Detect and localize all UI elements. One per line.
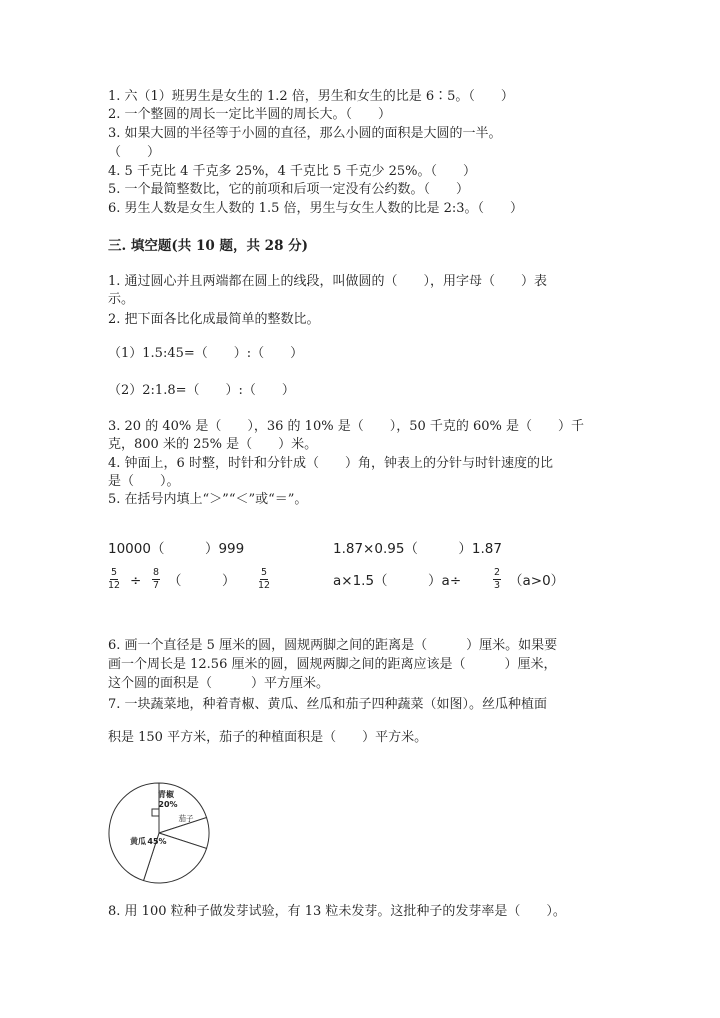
fill-q3-line2: 克，800 米的 25% 是（ ）米。 xyxy=(108,437,318,452)
frac-denominator: 12 xyxy=(108,580,121,591)
frac-denominator: 12 xyxy=(258,580,271,591)
fill-q7-line2: 积是 150 平方米，茄子的种植面积是（ ）平方米。 xyxy=(108,730,428,745)
judge-item-3-blank: （ ） xyxy=(108,145,161,160)
fill-q2: 2. 把下面各比化成最简单的整数比。 xyxy=(108,312,320,327)
fill-q5: 5. 在括号内填上“＞”“＜”或“＝”。 xyxy=(108,492,308,507)
compare-c-frac3 xyxy=(258,568,270,591)
fill-q2-a: （1）1.5:45=（ ）:（ ） xyxy=(108,346,304,361)
judge-item-4: 4. 5 千克比 4 千克多 25%，4 千克比 5 千克少 25%。（ ） xyxy=(108,164,476,179)
frac-numerator: 2 xyxy=(494,567,501,578)
slice-value-qingjiao: 20% xyxy=(158,800,178,809)
compare-b: 1.87×0.95（ ）1.87 xyxy=(333,541,502,557)
slice-value-huanggua: 45% xyxy=(147,837,167,846)
fill-q2-b: （2）2:1.8=（ ）:（ ） xyxy=(108,383,295,398)
fill-q3-line1: 3. 20 的 40% 是（ ），36 的 10% 是（ ），50 千克的 60% 是（ ）千 xyxy=(108,419,585,434)
fill-q4-line2: 是（ ）。 xyxy=(108,474,180,489)
divide-sign: ÷ xyxy=(130,573,142,589)
frac-denominator: 7 xyxy=(153,580,160,591)
compare-d-condition: （a>0） xyxy=(509,573,565,589)
fill-q8: 8. 用 100 粒种子做发芽试验，有 13 粒未发芽。这批种子的发芽率是（ ）。 xyxy=(108,904,566,919)
slice-label-huanggua: 黄瓜 xyxy=(130,837,146,846)
slice-label-qiezi: 茄子 xyxy=(178,814,194,823)
judge-item-1: 1. 六（1）班男生是女生的 1.2 倍，男生和女生的比是 6∶5。（ ） xyxy=(108,89,514,104)
frac-numerator: 8 xyxy=(153,567,160,578)
judge-item-5: 5. 一个最简整数比，它的前项和后项一定没有公约数。（ ） xyxy=(108,182,470,197)
frac-numerator: 5 xyxy=(111,567,118,578)
judge-item-6: 6. 男生人数是女生人数的 1.5 倍，男生与女生人数的比是 2:3。（ ） xyxy=(108,201,524,216)
frac-denominator: 3 xyxy=(494,580,501,591)
compare-c-blank: （ ） xyxy=(168,573,236,589)
pie-chart xyxy=(106,780,212,886)
compare-d: a×1.5（ ）a÷ xyxy=(333,573,462,589)
judge-item-2: 2. 一个整圆的周长一定比半圆的周长大。（ ） xyxy=(108,107,392,122)
compare-d-frac xyxy=(493,568,501,591)
fill-q6-line2: 画一个周长是 12.56 厘米的圆，圆规两脚之间的距离应该是（ ）厘米， xyxy=(108,657,557,672)
compare-c-frac1 xyxy=(108,568,120,591)
fill-q6-line1: 6. 画一个直径是 5 厘米的圆，圆规两脚之间的距离是（ ）厘米。如果要 xyxy=(108,638,558,653)
frac-numerator: 5 xyxy=(261,567,268,578)
fill-q4-line1: 4. 钟面上，6 时整，时针和分针成（ ）角，钟表上的分针与时针速度的比 xyxy=(108,456,553,471)
compare-a: 10000（ ）999 xyxy=(108,541,245,557)
section-title: 三. 填空题(共 10 题，共 28 分) xyxy=(108,238,309,254)
fill-q1-line1: 1. 通过圆心并且两端都在圆上的线段，叫做圆的（ ），用字母（ ）表 xyxy=(108,274,548,289)
slice-label-qingjiao: 青椒 xyxy=(158,790,174,799)
fill-q6-line3: 这个圆的面积是（ ）平方厘米。 xyxy=(108,676,330,691)
judge-item-3: 3. 如果大圆的半径等于小圆的直径，那么小圆的面积是大圆的一半。 xyxy=(108,126,502,141)
compare-c-frac2 xyxy=(152,568,160,591)
fill-q7-line1: 7. 一块蔬菜地，种着青椒、黄瓜、丝瓜和茄子四种蔬菜（如图）。丝瓜种植面 xyxy=(108,697,548,712)
fill-q1-line2: 示。 xyxy=(108,292,135,307)
